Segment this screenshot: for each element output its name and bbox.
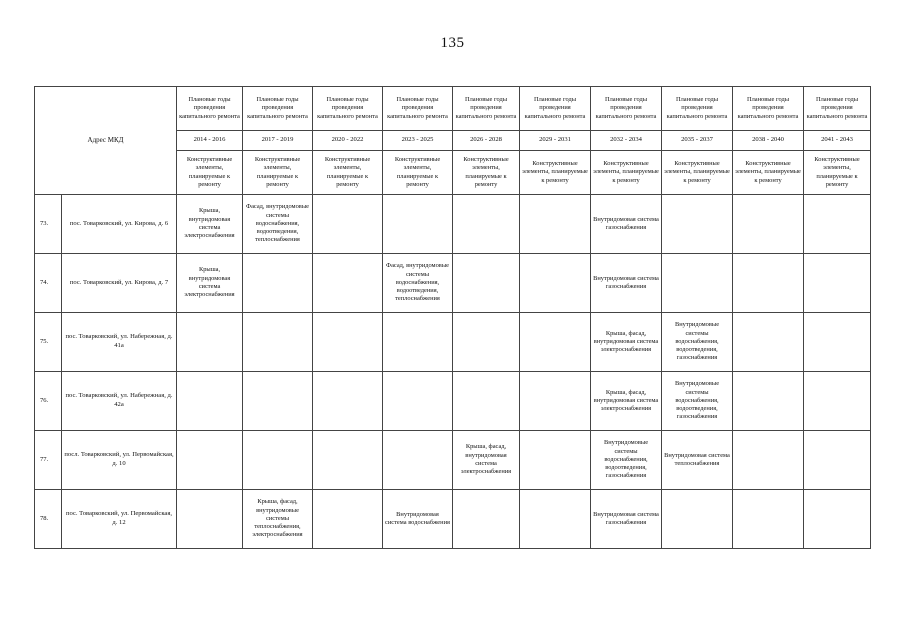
period-elements: Конструктивные элементы, планируемые к ремонту: [383, 151, 453, 195]
table-cell: Крыша, фасад, внутридомовая система электроснабжения: [591, 372, 662, 431]
table-cell: [313, 431, 383, 490]
page-number: 135: [440, 35, 465, 51]
table-cell: [520, 254, 591, 313]
table-cell: Крыша, внутридомовая система электроснабжения: [177, 254, 243, 313]
table-cell: [383, 372, 453, 431]
table-cell: Внутридомовые системы водоснабжения, водоотведения, газоснабжения: [662, 372, 733, 431]
row-number: 75.: [35, 313, 62, 372]
table-cell: [453, 313, 520, 372]
table-cell: [733, 490, 804, 549]
period-years: 2017 - 2019: [243, 131, 313, 151]
address-header: Адрес МКД: [35, 87, 177, 195]
table-cell: [243, 254, 313, 313]
table-cell: Внутридомовая система теплоснабжения: [662, 431, 733, 490]
period-elements: Конструктивные элементы, планируемые к ремонту: [804, 151, 871, 195]
row-address: пос. Товарковский, ул. Кирова, д. 7: [62, 254, 177, 313]
table-cell: Внутридомовая система газоснабжения: [591, 195, 662, 254]
period-elements: Конструктивные элементы, планируемые к ремонту: [453, 151, 520, 195]
table-cell: [243, 313, 313, 372]
period-title: Плановые годы проведения капитального ремонта: [243, 87, 313, 131]
period-title: Плановые годы проведения капитального ремонта: [383, 87, 453, 131]
table-cell: [177, 431, 243, 490]
period-title: Плановые годы проведения капитального ремонта: [662, 87, 733, 131]
table-cell: Внутридомовая система газоснабжения: [591, 254, 662, 313]
table-cell: [313, 490, 383, 549]
row-address: пос. Товарковский, ул. Кирова, д. 6: [62, 195, 177, 254]
table-cell: [520, 490, 591, 549]
table-cell: [804, 254, 871, 313]
row-address: посл. Товарковский, ул. Первомайская, д. 10: [62, 431, 177, 490]
period-years: 2026 - 2028: [453, 131, 520, 151]
table-cell: Внутридомовые системы водоснабжения, водоотведения, газоснабжения: [591, 431, 662, 490]
table-row: [35, 195, 871, 254]
table-cell: [733, 313, 804, 372]
table-cell: Внутридомовая система газоснабжения: [591, 490, 662, 549]
table-cell: [313, 195, 383, 254]
row-number: 78.: [35, 490, 62, 549]
period-title: Плановые годы проведения капитального ремонта: [733, 87, 804, 131]
table-cell: Крыша, фасад, внутридомовая система электроснабжения: [453, 431, 520, 490]
table-row: [35, 254, 871, 313]
period-elements: Конструктивные элементы, планируемые к ремонту: [591, 151, 662, 195]
table-cell: [453, 195, 520, 254]
table-cell: [383, 431, 453, 490]
table-cell: [177, 372, 243, 431]
table-cell: [520, 372, 591, 431]
table-cell: [804, 490, 871, 549]
table-cell: [243, 372, 313, 431]
row-address: пос. Товарковский, ул. Набережная, д. 42а: [62, 372, 177, 431]
row-number: 74.: [35, 254, 62, 313]
table-cell: Крыша, внутридомовая система электроснабжения: [177, 195, 243, 254]
table-cell: [383, 313, 453, 372]
period-elements: Конструктивные элементы, планируемые к ремонту: [733, 151, 804, 195]
period-title: Плановые годы проведения капитального ремонта: [177, 87, 243, 131]
table-cell: [733, 195, 804, 254]
table-cell: [520, 313, 591, 372]
table-cell: [313, 372, 383, 431]
table-cell: Фасад, внутридомовые системы водоснабжения, водоотведения, теплоснабжения: [383, 254, 453, 313]
table-cell: Фасад, внутридомовые системы водоснабжения, водоотведения, теплоснабжения: [243, 195, 313, 254]
period-years: 2041 - 2043: [804, 131, 871, 151]
period-years: 2032 - 2034: [591, 131, 662, 151]
table-row: [35, 431, 871, 490]
table-cell: [804, 431, 871, 490]
table-cell: [177, 490, 243, 549]
table-cell: [453, 372, 520, 431]
period-title: Плановые годы проведения капитального ремонта: [313, 87, 383, 131]
row-number: 73.: [35, 195, 62, 254]
table-cell: [383, 195, 453, 254]
table-row: [35, 490, 871, 549]
table-cell: [662, 254, 733, 313]
period-years: 2038 - 2040: [733, 131, 804, 151]
row-address: пос. Товарковский, ул. Набережная, д. 41а: [62, 313, 177, 372]
period-title: Плановые годы проведения капитального ремонта: [591, 87, 662, 131]
table-cell: [733, 254, 804, 313]
table-cell: [453, 254, 520, 313]
table-cell: [662, 195, 733, 254]
period-title: Плановые годы проведения капитального ремонта: [520, 87, 591, 131]
table-cell: [804, 195, 871, 254]
row-address: пос. Товарковский, ул. Первомайская, д. 12: [62, 490, 177, 549]
period-elements: Конструктивные элементы, планируемые к ремонту: [243, 151, 313, 195]
period-elements: Конструктивные элементы, планируемые к ремонту: [313, 151, 383, 195]
period-years: 2023 - 2025: [383, 131, 453, 151]
table-cell: [733, 372, 804, 431]
table-cell: [733, 431, 804, 490]
table-cell: [520, 195, 591, 254]
period-title: Плановые годы проведения капитального ремонта: [804, 87, 871, 131]
table-row: [35, 372, 871, 431]
table-cell: [662, 490, 733, 549]
row-number: 77.: [35, 431, 62, 490]
period-years: 2035 - 2037: [662, 131, 733, 151]
table-cell: Внутридомовая система водоснабжения: [383, 490, 453, 549]
period-title: Плановые годы проведения капитального ремонта: [453, 87, 520, 131]
period-years: 2029 - 2031: [520, 131, 591, 151]
table-cell: [804, 313, 871, 372]
table-cell: Внутридомовые системы водоснабжения, водоотведения, газоснабжения: [662, 313, 733, 372]
table-cell: [453, 490, 520, 549]
period-years: 2020 - 2022: [313, 131, 383, 151]
table-cell: [243, 431, 313, 490]
table-cell: Крыша, фасад, внутридомовая система электроснабжения: [591, 313, 662, 372]
table-cell: [520, 431, 591, 490]
table-cell: Крыша, фасад, внутридомовые системы теплоснабжения, электроснабжения: [243, 490, 313, 549]
table-cell: [313, 313, 383, 372]
period-elements: Конструктивные элементы, планируемые к ремонту: [662, 151, 733, 195]
table-cell: [177, 313, 243, 372]
capital-repair-schedule-table: [34, 86, 871, 549]
header-row-title: [35, 87, 871, 131]
period-elements: Конструктивные элементы, планируемые к ремонту: [177, 151, 243, 195]
period-elements: Конструктивные элементы, планируемые к ремонту: [520, 151, 591, 195]
table-cell: [313, 254, 383, 313]
period-years: 2014 - 2016: [177, 131, 243, 151]
row-number: 76.: [35, 372, 62, 431]
table-cell: [804, 372, 871, 431]
table-row: [35, 313, 871, 372]
